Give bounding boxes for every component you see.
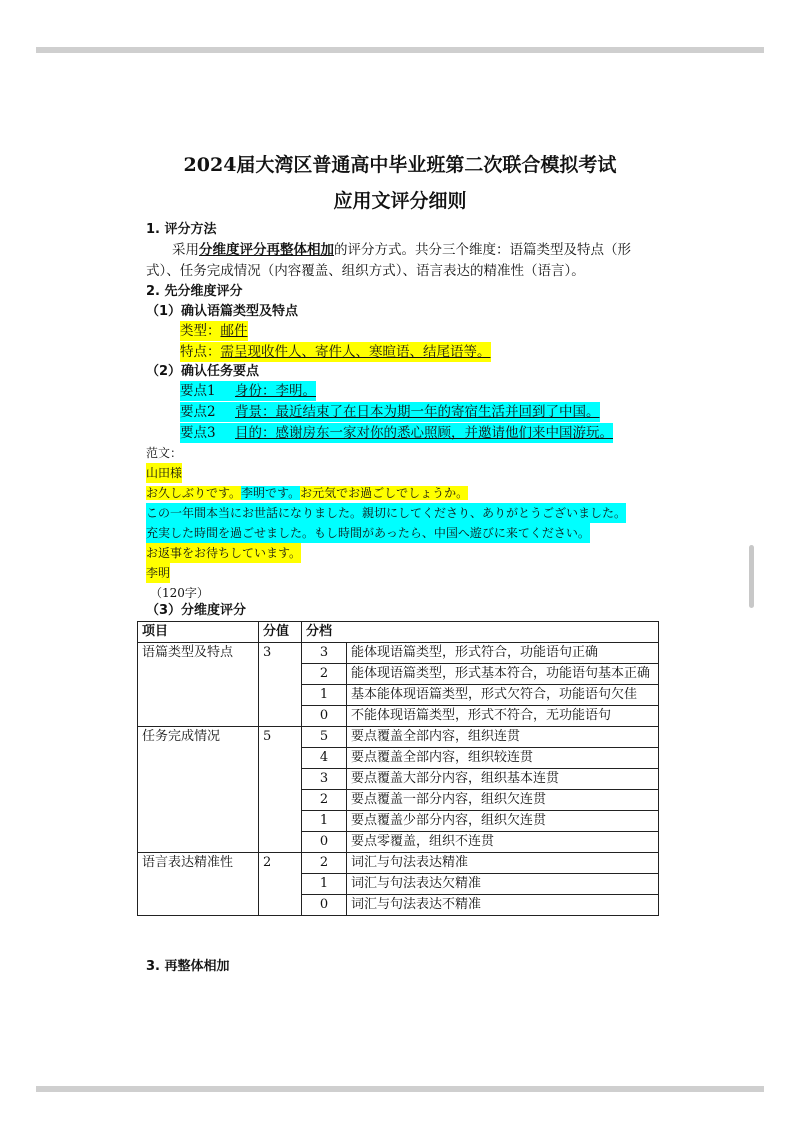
desc-cell: 词汇与句法表达不精准 [347,895,659,916]
point-label: 要点1 [180,383,216,399]
desc-cell: 基本能体现语篇类型，形式欠符合，功能语句欠佳 [347,685,659,706]
score-cell: 2 [302,664,347,685]
desc-cell: 能体现语篇类型，形式符合，功能语句正确 [347,643,659,664]
score-cell: 2 [302,853,347,874]
desc-cell: 要点覆盖大部分内容，组织基本连贯 [347,769,659,790]
score-cell: 0 [302,895,347,916]
item-cell: 语篇类型及特点 [138,643,259,727]
points-cell: 3 [259,643,302,727]
table-row [138,727,659,748]
item-cell: 任务完成情况 [138,727,259,853]
type-value: 邮件 [220,323,248,339]
point-2 [180,402,600,422]
desc-cell: 能体现语篇类型，形式基本符合，功能语句基本正确 [347,664,659,685]
word-count: （120字） [150,586,209,600]
header-points: 分值 [259,622,302,643]
sample-greeting: お久しぶりです。 [146,486,242,500]
para-emphasis: 分维度评分再整体相加 [199,242,334,258]
point-1 [180,381,316,401]
score-cell: 2 [302,790,347,811]
subsection-3-heading: （3）分维度评分 [146,603,247,618]
point-label: 要点3 [180,425,216,441]
table-header-row [138,622,659,643]
section-1-para-line1 [172,240,631,260]
section-1-para-line2: 式）、任务完成情况（内容覆盖、组织方式）、语言表达的精准性（语言）。 [146,263,585,279]
points-cell: 2 [259,853,302,916]
score-cell: 5 [302,727,347,748]
sample-closing: お返事をお待ちしています。 [146,543,301,563]
header-item: 项目 [138,622,259,643]
point-tag: 目的： [235,425,276,441]
desc-cell: 要点零覆盖，组织不连贯 [347,832,659,853]
score-cell: 3 [302,643,347,664]
type-line [180,321,248,341]
score-cell: 3 [302,769,347,790]
para-lead: 采用 [172,242,199,258]
sample-line-3: この一年間本当にお世話になりました。親切にしてくださり、ありがとうございました。 [146,503,626,523]
sample-signature: 李明 [146,563,170,583]
point-label: 要点2 [180,404,216,420]
table-row [138,643,659,664]
sample-line-4: 充実した時間を過ごせました。もし時間があったら、中国へ遊びに来てください。 [146,523,590,543]
type-label: 类型： [180,323,221,339]
subsection-1-heading: （1）确认语篇类型及特点 [146,304,299,319]
section-2-heading: 2. 先分维度评分 [146,284,243,299]
desc-cell: 要点覆盖全部内容，组织较连贯 [347,748,659,769]
feature-value: 需呈现收件人、寄件人、寒暄语、结尾语等。 [220,344,491,360]
score-cell: 4 [302,748,347,769]
item-cell: 语言表达精准性 [138,853,259,916]
desc-cell: 词汇与句法表达精准 [347,853,659,874]
section-1-heading: 1. 评分方法 [146,222,217,237]
desc-cell: 词汇与句法表达欠精准 [347,874,659,895]
desc-cell: 不能体现语篇类型，形式不符合，无功能语句 [347,706,659,727]
point-text: 李明。 [275,383,316,399]
desc-cell: 要点覆盖全部内容，组织连贯 [347,727,659,748]
scoring-rubric-table [137,621,659,916]
scan-bottom-border [36,1086,764,1092]
para-rest1: 的评分方式。共分三个维度：语篇类型及特点（形 [334,242,631,258]
sample-wellbeing: お元気でお過ごしでしょうか。 [300,486,469,500]
feature-line [180,342,491,362]
point-text: 感谢房东一家对你的悉心照顾，并邀请他们来中国游玩。 [275,425,613,441]
point-tag: 背景： [235,404,276,420]
desc-cell: 要点覆盖一部分内容，组织欠连贯 [347,790,659,811]
sample-line-2 [146,483,468,503]
sample-label: 范文： [146,446,183,460]
score-cell: 1 [302,874,347,895]
document-title: 2024届大湾区普通高中毕业班第二次联合模拟考试 [183,154,617,176]
point-tag: 身份： [235,383,276,399]
sample-salutation: 山田様 [146,463,182,483]
feature-label: 特点： [180,344,221,360]
score-cell: 1 [302,811,347,832]
point-text: 最近结束了在日本为期一年的寄宿生活并回到了中国。 [275,404,600,420]
score-cell: 0 [302,832,347,853]
score-cell: 1 [302,685,347,706]
section-3-heading: 3. 再整体相加 [146,959,230,974]
points-cell: 5 [259,727,302,853]
desc-cell: 要点覆盖少部分内容，组织欠连贯 [347,811,659,832]
point-3 [180,423,613,443]
subsection-2-heading: （2）确认任务要点 [146,364,260,379]
score-cell: 0 [302,706,347,727]
document-subtitle: 应用文评分细则 [333,190,467,212]
table-row [138,853,659,874]
sample-identity: 李明です。 [241,486,301,500]
header-levels: 分档 [302,622,659,643]
